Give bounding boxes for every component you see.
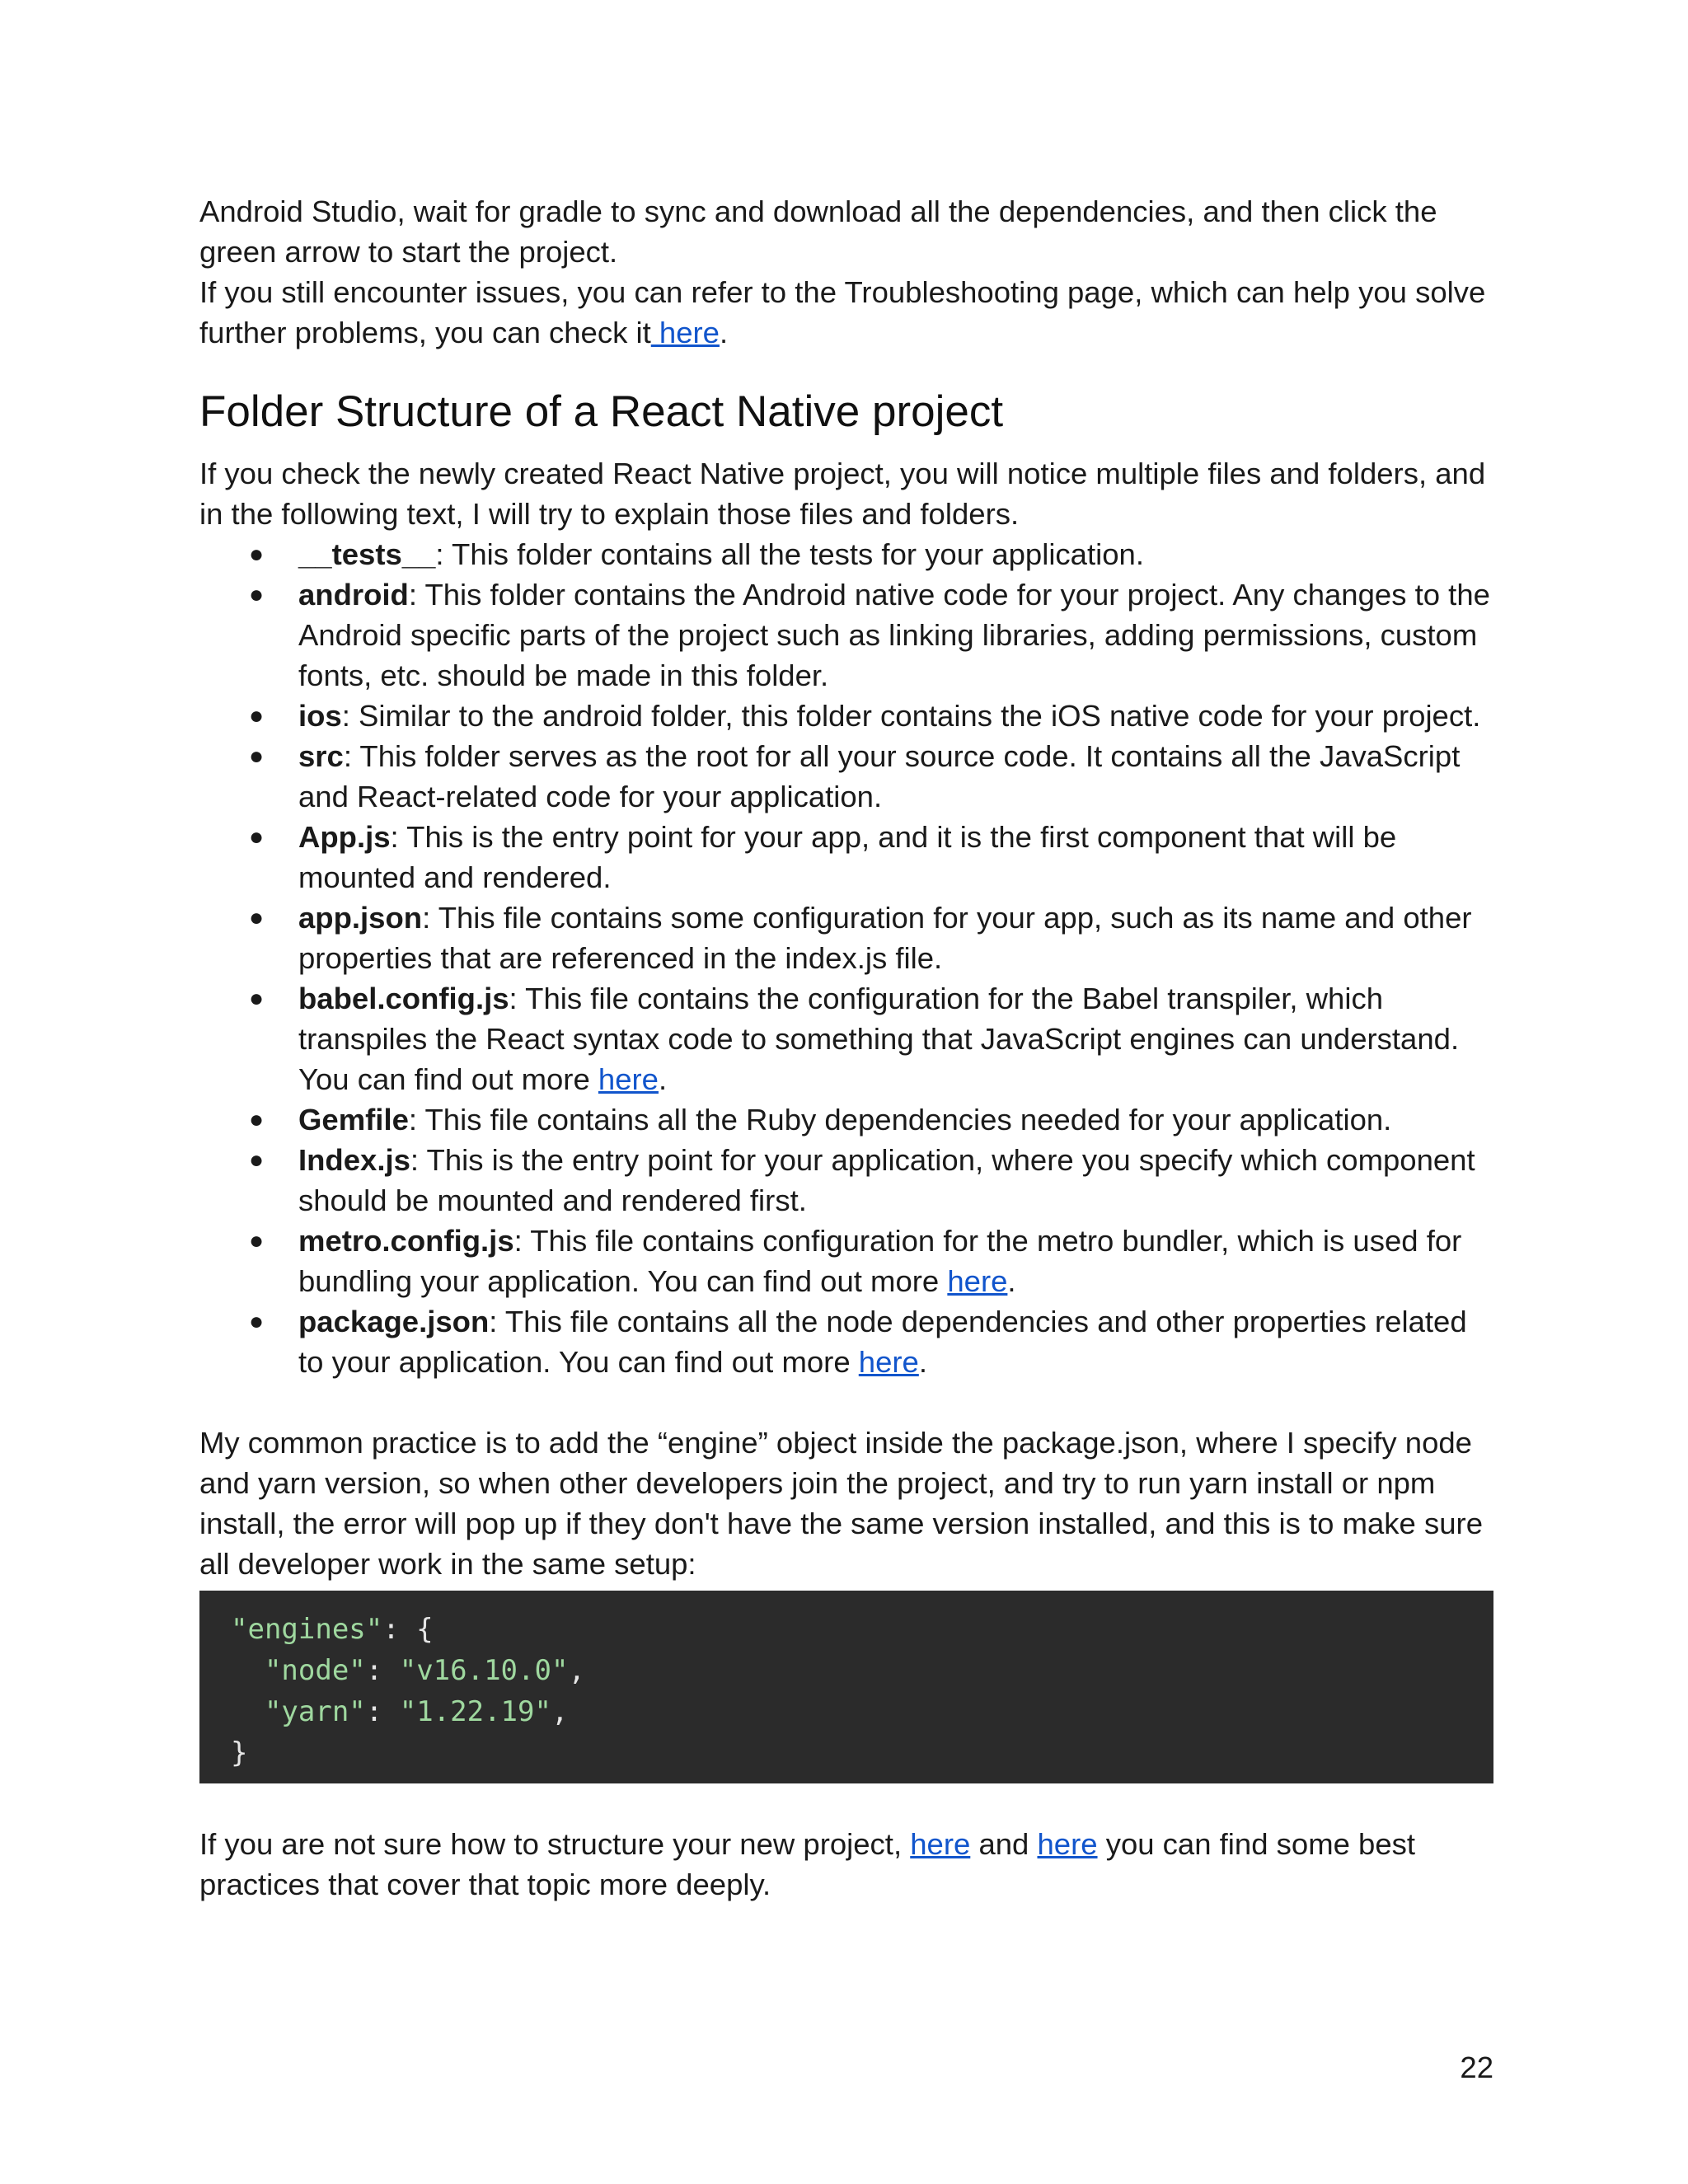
bullet-icon: ● bbox=[249, 985, 265, 1012]
list-item bbox=[199, 898, 1493, 978]
code-punct: : { bbox=[382, 1613, 434, 1646]
item-text: : This folder serves as the root for all your source code. It contains all the JavaScript and React-related code for your application. bbox=[298, 739, 1461, 813]
structure-link-2[interactable]: here bbox=[1037, 1827, 1098, 1861]
list-item bbox=[199, 736, 1493, 817]
code-value: "v16.10.0" bbox=[399, 1654, 569, 1687]
closing-paragraph bbox=[199, 1824, 1493, 1905]
item-text: : This folder contains all the tests for your application. bbox=[435, 537, 1144, 571]
code-value: "1.22.19" bbox=[399, 1695, 551, 1728]
item-after: . bbox=[918, 1345, 927, 1379]
bullet-icon: ● bbox=[249, 581, 265, 608]
code-punct: } bbox=[231, 1736, 248, 1769]
bullet-icon: ● bbox=[249, 904, 265, 931]
practice-paragraph: My common practice is to add the “engine” object inside the package.json, where I specify node and yarn version, so when other developers join the project, and try to run yarn install or npm install, the error will pop up if they don't have the same version installed, and this is to make sure all developer work in the same setup: bbox=[199, 1426, 1483, 1581]
code-key: "engines" bbox=[231, 1613, 383, 1646]
list-item bbox=[199, 696, 1493, 736]
folder-list bbox=[199, 534, 1493, 1382]
item-name: package.json bbox=[298, 1305, 490, 1338]
list-item bbox=[199, 1099, 1493, 1140]
item-text: : This file contains configuration for the metro bundler, which is used for bundling your application. You can find out more bbox=[298, 1224, 1462, 1298]
code-line bbox=[231, 1732, 1493, 1774]
code-line bbox=[231, 1650, 1493, 1691]
list-item bbox=[199, 978, 1493, 1099]
intro-text: If you still encounter issues, you can refer to the Troubleshooting page, which can help you solve further problems, you can check it bbox=[199, 275, 1486, 349]
item-name: ios bbox=[298, 699, 342, 733]
bullet-icon: ● bbox=[249, 743, 265, 770]
intro-period: . bbox=[719, 316, 729, 349]
bullet-icon: ● bbox=[249, 1308, 265, 1335]
list-item bbox=[199, 1140, 1493, 1221]
item-name: babel.config.js bbox=[298, 982, 509, 1015]
spacer bbox=[199, 1382, 1493, 1422]
item-after: . bbox=[658, 1062, 668, 1096]
code-punct: , bbox=[551, 1695, 569, 1728]
item-text: : This file contains the configuration for the Babel transpiler, which transpiles the React syntax code to something that JavaScript engines can understand. You can find out more bbox=[298, 982, 1460, 1096]
code-block bbox=[199, 1591, 1493, 1783]
spacer bbox=[199, 353, 1493, 386]
code-line bbox=[231, 1609, 1493, 1650]
item-name: android bbox=[298, 578, 409, 612]
item-name: App.js bbox=[298, 820, 391, 854]
page-number: 22 bbox=[1460, 2050, 1493, 2084]
item-text: : This file contains all the node dependencies and other properties related to your application. You can find out more bbox=[298, 1305, 1467, 1379]
item-name: app.json bbox=[298, 901, 423, 935]
section-heading: Folder Structure of a React Native project bbox=[199, 387, 1004, 436]
code-key: "yarn" bbox=[264, 1695, 366, 1728]
spacer bbox=[199, 1783, 1493, 1824]
bullet-icon: ● bbox=[249, 702, 265, 729]
item-text: : This is the entry point for your application, where you specify which component should be mounted and rendered first. bbox=[298, 1143, 1475, 1217]
item-text: : Similar to the android folder, this folder contains the iOS native code for your project. bbox=[341, 699, 1481, 733]
code-line bbox=[231, 1691, 1493, 1732]
item-name: Gemfile bbox=[298, 1103, 409, 1137]
item-text: : This is the entry point for your app, and it is the first component that will be mounted and rendered. bbox=[298, 820, 1397, 894]
document-page bbox=[199, 191, 1493, 1905]
bullet-icon: ● bbox=[249, 1106, 265, 1133]
item-name: src bbox=[298, 739, 344, 773]
code-key: "node" bbox=[264, 1654, 366, 1687]
bullet-icon: ● bbox=[249, 823, 265, 851]
item-name: metro.config.js bbox=[298, 1224, 514, 1258]
item-text: : This folder contains the Android native code for your project. Any changes to the Android specific parts of the project such as linking libraries, adding permissions, custom fonts, etc. should be made in this folder. bbox=[298, 578, 1490, 692]
bullet-icon: ● bbox=[249, 1146, 265, 1174]
closing-text: and bbox=[970, 1827, 1038, 1861]
list-item bbox=[199, 1301, 1493, 1382]
bullet-icon: ● bbox=[249, 1227, 265, 1254]
metro-more-link[interactable]: here bbox=[947, 1264, 1008, 1298]
list-item bbox=[199, 1221, 1493, 1301]
troubleshooting-link[interactable]: here bbox=[650, 316, 720, 349]
list-item bbox=[199, 534, 1493, 574]
item-after: . bbox=[1007, 1264, 1016, 1298]
code-punct: , bbox=[568, 1654, 585, 1687]
item-text: : This file contains all the Ruby dependencies needed for your application. bbox=[408, 1103, 1392, 1137]
list-item bbox=[199, 574, 1493, 696]
closing-text: If you are not sure how to structure your new project, bbox=[199, 1827, 911, 1861]
intro-paragraph-2 bbox=[199, 272, 1493, 353]
closing-text: you can find some best practices that cover that topic more deeply. bbox=[199, 1827, 1416, 1901]
item-name: __tests__ bbox=[298, 537, 436, 571]
structure-link-1[interactable]: here bbox=[910, 1827, 971, 1861]
item-text: : This file contains some configuration for your app, such as its name and other properties that are referenced in the index.js file. bbox=[298, 901, 1472, 975]
code-punct: : bbox=[365, 1654, 400, 1687]
section-lead: If you check the newly created React Native project, you will notice multiple files and folders, and in the following text, I will try to explain those files and folders. bbox=[199, 457, 1486, 531]
code-punct: : bbox=[365, 1695, 400, 1728]
package-more-link[interactable]: here bbox=[858, 1345, 919, 1379]
list-item bbox=[199, 817, 1493, 898]
bullet-icon: ● bbox=[249, 541, 265, 568]
babel-more-link[interactable]: here bbox=[598, 1062, 659, 1096]
intro-paragraph-1: Android Studio, wait for gradle to sync and download all the dependencies, and then click the green arrow to start the project. bbox=[199, 194, 1437, 269]
item-name: Index.js bbox=[298, 1143, 410, 1177]
